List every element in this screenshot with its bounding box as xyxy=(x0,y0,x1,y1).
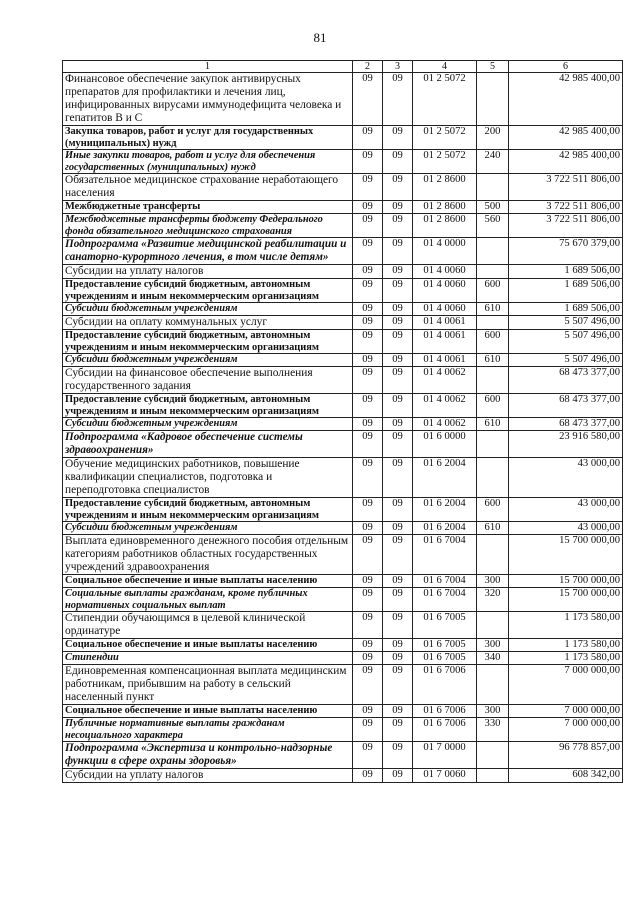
table-row xyxy=(63,316,623,330)
expense-type-cell xyxy=(477,238,509,265)
section-code-cell: 09 xyxy=(353,535,383,575)
table-row xyxy=(63,652,623,665)
expense-type-cell: 200 xyxy=(477,126,509,150)
target-article-cell: 01 6 7006 xyxy=(413,705,477,718)
row-name-cell: Закупка товаров, работ и услуг для государственных (муниципальных) нужд xyxy=(63,126,353,150)
amount-cell: 68 473 377,00 xyxy=(509,367,623,394)
amount-cell: 15 700 000,00 xyxy=(509,575,623,588)
table-row xyxy=(63,394,623,418)
row-name-cell: Социальное обеспечение и иные выплаты населению xyxy=(63,575,353,588)
section-code-cell: 09 xyxy=(353,214,383,238)
amount-cell: 68 473 377,00 xyxy=(509,394,623,418)
table-row xyxy=(63,418,623,431)
amount-cell: 1 173 580,00 xyxy=(509,652,623,665)
subsection-code-cell: 09 xyxy=(383,73,413,126)
expense-type-cell xyxy=(477,316,509,330)
target-article-cell: 01 2 5072 xyxy=(413,73,477,126)
table-row xyxy=(63,238,623,265)
row-name-cell: Субсидии на уплату налогов xyxy=(63,265,353,279)
target-article-cell: 01 4 0061 xyxy=(413,316,477,330)
expense-type-cell: 300 xyxy=(477,575,509,588)
amount-cell: 15 700 000,00 xyxy=(509,535,623,575)
amount-cell: 7 000 000,00 xyxy=(509,665,623,705)
amount-cell: 608 342,00 xyxy=(509,769,623,783)
target-article-cell: 01 6 7005 xyxy=(413,612,477,639)
section-code-cell: 09 xyxy=(353,367,383,394)
subsection-code-cell: 09 xyxy=(383,522,413,535)
section-code-cell: 09 xyxy=(353,126,383,150)
target-article-cell: 01 4 0060 xyxy=(413,265,477,279)
table-row xyxy=(63,705,623,718)
table-row xyxy=(63,575,623,588)
expense-type-cell: 610 xyxy=(477,418,509,431)
row-name-cell: Субсидии бюджетным учреждениям xyxy=(63,354,353,367)
amount-cell: 15 700 000,00 xyxy=(509,588,623,612)
expense-type-cell: 610 xyxy=(477,522,509,535)
target-article-cell: 01 6 7005 xyxy=(413,652,477,665)
table-row xyxy=(63,639,623,652)
amount-cell: 75 670 379,00 xyxy=(509,238,623,265)
target-article-cell: 01 6 7006 xyxy=(413,665,477,705)
table-row xyxy=(63,535,623,575)
section-code-cell: 09 xyxy=(353,265,383,279)
target-article-cell: 01 4 0062 xyxy=(413,394,477,418)
subsection-code-cell: 09 xyxy=(383,612,413,639)
budget-table xyxy=(62,60,623,783)
row-name-cell: Субсидии бюджетным учреждениям xyxy=(63,418,353,431)
expense-type-cell: 600 xyxy=(477,498,509,522)
expense-type-cell: 340 xyxy=(477,652,509,665)
amount-cell: 96 778 857,00 xyxy=(509,742,623,769)
amount-cell: 1 689 506,00 xyxy=(509,303,623,316)
section-code-cell: 09 xyxy=(353,303,383,316)
table-row xyxy=(63,150,623,174)
table-row xyxy=(63,126,623,150)
row-name-cell: Подпрограмма «Экспертиза и контрольно-надзорные функции в сфере охраны здоровья» xyxy=(63,742,353,769)
expense-type-cell xyxy=(477,265,509,279)
amount-cell: 1 173 580,00 xyxy=(509,639,623,652)
amount-cell: 5 507 496,00 xyxy=(509,316,623,330)
target-article-cell: 01 2 8600 xyxy=(413,201,477,214)
section-code-cell: 09 xyxy=(353,742,383,769)
section-code-cell: 09 xyxy=(353,652,383,665)
expense-type-cell xyxy=(477,431,509,458)
table-row xyxy=(63,769,623,783)
amount-cell: 5 507 496,00 xyxy=(509,354,623,367)
subsection-code-cell: 09 xyxy=(383,769,413,783)
expense-type-cell xyxy=(477,458,509,498)
table-row xyxy=(63,214,623,238)
row-name-cell: Субсидии на уплату налогов xyxy=(63,769,353,783)
section-code-cell: 09 xyxy=(353,769,383,783)
row-name-cell: Предоставление субсидий бюджетным, автономным учреждениям и иным некоммерческим организациям xyxy=(63,330,353,354)
target-article-cell: 01 4 0060 xyxy=(413,303,477,316)
section-code-cell: 09 xyxy=(353,150,383,174)
amount-cell: 7 000 000,00 xyxy=(509,718,623,742)
row-name-cell: Единовременная компенсационная выплата медицинским работникам, прибывшим на работу в сельский населенный пункт xyxy=(63,665,353,705)
subsection-code-cell: 09 xyxy=(383,303,413,316)
amount-cell: 68 473 377,00 xyxy=(509,418,623,431)
row-name-cell: Финансовое обеспечение закупок антивирусных препаратов для профилактики и лечения лиц, инфицированных вирусами иммунодефицита человека и гепатитов В и С xyxy=(63,73,353,126)
header-cell: 5 xyxy=(477,61,509,73)
amount-cell: 3 722 511 806,00 xyxy=(509,174,623,201)
amount-cell: 42 985 400,00 xyxy=(509,73,623,126)
table-row xyxy=(63,265,623,279)
table-row xyxy=(63,498,623,522)
table-row xyxy=(63,718,623,742)
row-name-cell: Стипендии обучающимся в целевой клинической ординатуре xyxy=(63,612,353,639)
target-article-cell: 01 6 7006 xyxy=(413,718,477,742)
section-code-cell: 09 xyxy=(353,588,383,612)
row-name-cell: Субсидии на финансовое обеспечение выполнения государственного задания xyxy=(63,367,353,394)
row-name-cell: Иные закупки товаров, работ и услуг для обеспечения государственных (муниципальных) нужд xyxy=(63,150,353,174)
row-name-cell: Межбюджетные трансферты xyxy=(63,201,353,214)
expense-type-cell: 320 xyxy=(477,588,509,612)
section-code-cell: 09 xyxy=(353,431,383,458)
section-code-cell: 09 xyxy=(353,73,383,126)
table-row xyxy=(63,522,623,535)
row-name-cell: Межбюджетные трансферты бюджету Федерального фонда обязательного медицинского страхования xyxy=(63,214,353,238)
table-row xyxy=(63,367,623,394)
row-name-cell: Выплата единовременного денежного пособия отдельным категориям работников областных государственных учреждений здравоохранения xyxy=(63,535,353,575)
row-name-cell: Социальные выплаты гражданам, кроме публичных нормативных социальных выплат xyxy=(63,588,353,612)
table-row xyxy=(63,279,623,303)
target-article-cell: 01 6 2004 xyxy=(413,522,477,535)
section-code-cell: 09 xyxy=(353,174,383,201)
target-article-cell: 01 6 7004 xyxy=(413,535,477,575)
expense-type-cell xyxy=(477,769,509,783)
target-article-cell: 01 2 5072 xyxy=(413,126,477,150)
subsection-code-cell: 09 xyxy=(383,174,413,201)
target-article-cell: 01 4 0060 xyxy=(413,279,477,303)
section-code-cell: 09 xyxy=(353,498,383,522)
expense-type-cell: 300 xyxy=(477,705,509,718)
subsection-code-cell: 09 xyxy=(383,126,413,150)
target-article-cell: 01 4 0062 xyxy=(413,418,477,431)
subsection-code-cell: 09 xyxy=(383,214,413,238)
subsection-code-cell: 09 xyxy=(383,330,413,354)
header-cell: 2 xyxy=(353,61,383,73)
expense-type-cell xyxy=(477,367,509,394)
subsection-code-cell: 09 xyxy=(383,498,413,522)
target-article-cell: 01 4 0000 xyxy=(413,238,477,265)
amount-cell: 43 000,00 xyxy=(509,522,623,535)
row-name-cell: Субсидии бюджетным учреждениям xyxy=(63,522,353,535)
row-name-cell: Субсидии на оплату коммунальных услуг xyxy=(63,316,353,330)
table-row xyxy=(63,665,623,705)
target-article-cell: 01 2 8600 xyxy=(413,174,477,201)
row-name-cell: Социальное обеспечение и иные выплаты населению xyxy=(63,705,353,718)
expense-type-cell: 600 xyxy=(477,330,509,354)
header-cell: 4 xyxy=(413,61,477,73)
expense-type-cell: 610 xyxy=(477,303,509,316)
subsection-code-cell: 09 xyxy=(383,535,413,575)
row-name-cell: Подпрограмма «Развитие медицинской реабилитации и санаторно-курортного лечения, в том числе детям» xyxy=(63,238,353,265)
section-code-cell: 09 xyxy=(353,705,383,718)
subsection-code-cell: 09 xyxy=(383,639,413,652)
amount-cell: 7 000 000,00 xyxy=(509,705,623,718)
expense-type-cell xyxy=(477,742,509,769)
expense-type-cell xyxy=(477,174,509,201)
table-row xyxy=(63,330,623,354)
table-row xyxy=(63,458,623,498)
page-number: 81 xyxy=(313,30,327,45)
amount-cell: 43 000,00 xyxy=(509,458,623,498)
target-article-cell: 01 6 7004 xyxy=(413,588,477,612)
header-cell: 1 xyxy=(63,61,353,73)
section-code-cell: 09 xyxy=(353,612,383,639)
target-article-cell: 01 6 7005 xyxy=(413,639,477,652)
subsection-code-cell: 09 xyxy=(383,316,413,330)
section-code-cell: 09 xyxy=(353,522,383,535)
expense-type-cell xyxy=(477,665,509,705)
section-code-cell: 09 xyxy=(353,418,383,431)
subsection-code-cell: 09 xyxy=(383,418,413,431)
section-code-cell: 09 xyxy=(353,718,383,742)
row-name-cell: Обязательное медицинское страхование неработающего населения xyxy=(63,174,353,201)
expense-type-cell: 610 xyxy=(477,354,509,367)
row-name-cell: Предоставление субсидий бюджетным, автономным учреждениям и иным некоммерческим организациям xyxy=(63,279,353,303)
subsection-code-cell: 09 xyxy=(383,394,413,418)
row-name-cell: Предоставление субсидий бюджетным, автономным учреждениям и иным некоммерческим организациям xyxy=(63,394,353,418)
section-code-cell: 09 xyxy=(353,330,383,354)
table-row xyxy=(63,431,623,458)
section-code-cell: 09 xyxy=(353,201,383,214)
expense-type-cell: 560 xyxy=(477,214,509,238)
subsection-code-cell: 09 xyxy=(383,354,413,367)
table-row xyxy=(63,174,623,201)
row-name-cell: Подпрограмма «Кадровое обеспечение системы здравоохранения» xyxy=(63,431,353,458)
row-name-cell: Предоставление субсидий бюджетным, автономным учреждениям и иным некоммерческим организациям xyxy=(63,498,353,522)
subsection-code-cell: 09 xyxy=(383,265,413,279)
amount-cell: 1 689 506,00 xyxy=(509,265,623,279)
expense-type-cell: 300 xyxy=(477,639,509,652)
subsection-code-cell: 09 xyxy=(383,150,413,174)
section-code-cell: 09 xyxy=(353,238,383,265)
section-code-cell: 09 xyxy=(353,354,383,367)
target-article-cell: 01 4 0062 xyxy=(413,367,477,394)
expense-type-cell: 600 xyxy=(477,279,509,303)
expense-type-cell xyxy=(477,612,509,639)
expense-type-cell: 240 xyxy=(477,150,509,174)
amount-cell: 1 689 506,00 xyxy=(509,279,623,303)
target-article-cell: 01 4 0061 xyxy=(413,330,477,354)
amount-cell: 1 173 580,00 xyxy=(509,612,623,639)
target-article-cell: 01 6 2004 xyxy=(413,498,477,522)
subsection-code-cell: 09 xyxy=(383,705,413,718)
amount-cell: 42 985 400,00 xyxy=(509,150,623,174)
subsection-code-cell: 09 xyxy=(383,431,413,458)
subsection-code-cell: 09 xyxy=(383,279,413,303)
subsection-code-cell: 09 xyxy=(383,742,413,769)
table-row xyxy=(63,201,623,214)
target-article-cell: 01 2 5072 xyxy=(413,150,477,174)
subsection-code-cell: 09 xyxy=(383,367,413,394)
amount-cell: 3 722 511 806,00 xyxy=(509,214,623,238)
table-row xyxy=(63,742,623,769)
expense-type-cell: 500 xyxy=(477,201,509,214)
section-code-cell: 09 xyxy=(353,394,383,418)
table-row xyxy=(63,73,623,126)
expense-type-cell xyxy=(477,73,509,126)
target-article-cell: 01 6 7004 xyxy=(413,575,477,588)
expense-type-cell: 600 xyxy=(477,394,509,418)
expense-type-cell xyxy=(477,535,509,575)
table-row xyxy=(63,588,623,612)
target-article-cell: 01 6 2004 xyxy=(413,458,477,498)
table-body xyxy=(63,61,623,783)
target-article-cell: 01 7 0060 xyxy=(413,769,477,783)
subsection-code-cell: 09 xyxy=(383,718,413,742)
amount-cell: 5 507 496,00 xyxy=(509,330,623,354)
row-name-cell: Публичные нормативные выплаты гражданам несоциального характера xyxy=(63,718,353,742)
section-code-cell: 09 xyxy=(353,458,383,498)
expense-type-cell: 330 xyxy=(477,718,509,742)
target-article-cell: 01 4 0061 xyxy=(413,354,477,367)
amount-cell: 42 985 400,00 xyxy=(509,126,623,150)
section-code-cell: 09 xyxy=(353,279,383,303)
header-row xyxy=(63,61,623,73)
header-cell: 6 xyxy=(509,61,623,73)
section-code-cell: 09 xyxy=(353,665,383,705)
row-name-cell: Обучение медицинских работников, повышение квалификации специалистов, подготовка и переподготовка специалистов xyxy=(63,458,353,498)
amount-cell: 23 916 580,00 xyxy=(509,431,623,458)
table-row xyxy=(63,612,623,639)
subsection-code-cell: 09 xyxy=(383,652,413,665)
subsection-code-cell: 09 xyxy=(383,588,413,612)
table-row xyxy=(63,354,623,367)
target-article-cell: 01 7 0000 xyxy=(413,742,477,769)
section-code-cell: 09 xyxy=(353,639,383,652)
subsection-code-cell: 09 xyxy=(383,458,413,498)
row-name-cell: Субсидии бюджетным учреждениям xyxy=(63,303,353,316)
section-code-cell: 09 xyxy=(353,575,383,588)
header-cell: 3 xyxy=(383,61,413,73)
table-row xyxy=(63,303,623,316)
section-code-cell: 09 xyxy=(353,316,383,330)
amount-cell: 43 000,00 xyxy=(509,498,623,522)
subsection-code-cell: 09 xyxy=(383,575,413,588)
subsection-code-cell: 09 xyxy=(383,238,413,265)
row-name-cell: Социальное обеспечение и иные выплаты населению xyxy=(63,639,353,652)
subsection-code-cell: 09 xyxy=(383,665,413,705)
amount-cell: 3 722 511 806,00 xyxy=(509,201,623,214)
target-article-cell: 01 6 0000 xyxy=(413,431,477,458)
row-name-cell: Стипендии xyxy=(63,652,353,665)
subsection-code-cell: 09 xyxy=(383,201,413,214)
target-article-cell: 01 2 8600 xyxy=(413,214,477,238)
